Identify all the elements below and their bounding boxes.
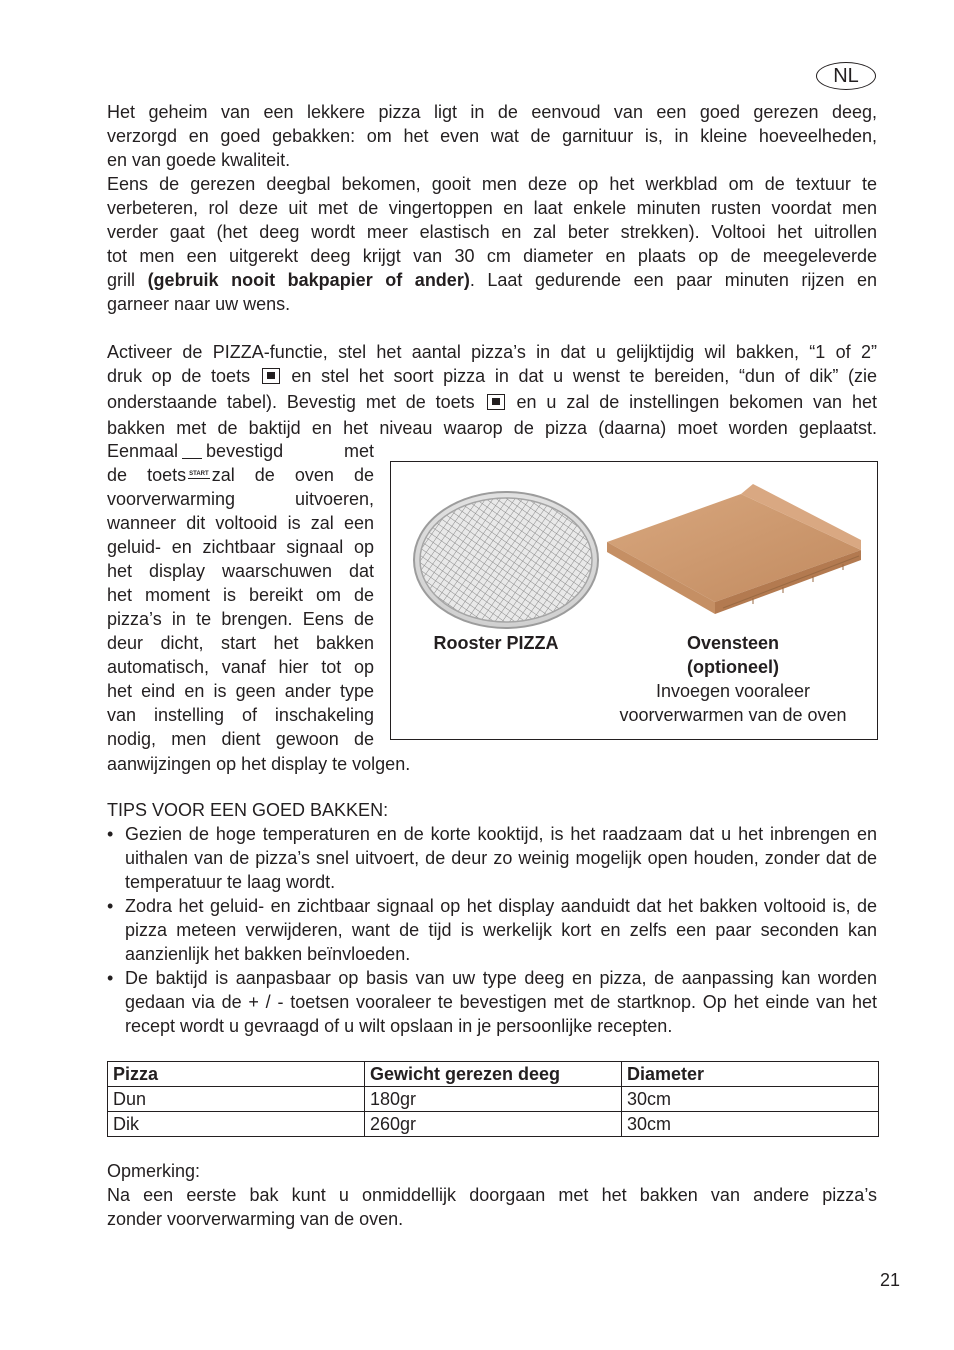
table-header-row bbox=[108, 1062, 879, 1087]
note-section bbox=[107, 1159, 877, 1231]
text-line: verbeteren, rol deze uit met de vingertoppen en laat enkele minuten rusten voordat men bbox=[107, 198, 877, 218]
bold-warning: (gebruik nooit bakpapier of ander) bbox=[147, 270, 470, 290]
wrap-column bbox=[107, 439, 374, 751]
text-line: verzorgd en goed gebakken: om het even wat de garnituur is, in kleine hoeveelheden, bbox=[107, 126, 877, 146]
stone-optional-label: (optioneel) bbox=[687, 657, 779, 677]
bullet-icon: • bbox=[107, 896, 114, 916]
text-line: voorverwarming uitvoeren, bbox=[107, 489, 374, 509]
list-item-text: Zodra het geluid- en zichtbaar signaal op het display aanduidt dat het bakken voltooid is, de pizza meteen verwijderen, want de tijd is werkelijk kort en zelfs een paar seconden kan aanzienlijk het bakken beïnvloeden. bbox=[125, 896, 877, 964]
table-row bbox=[108, 1112, 879, 1137]
language-badge: NL bbox=[816, 62, 876, 90]
table-cell: 30cm bbox=[622, 1112, 879, 1137]
text-line: wanneer dit voltooid is zal een bbox=[107, 513, 374, 533]
text-line: Activeer de PIZZA-functie, stel het aantal pizza’s in dat u gelijktijdig wil bakken, “1 of 2” bbox=[107, 342, 877, 362]
table-cell: 180gr bbox=[365, 1087, 622, 1112]
page-number: 21 bbox=[879, 1270, 900, 1290]
intro-paragraph-1 bbox=[107, 100, 877, 172]
tips-heading: TIPS VOOR EEN GOED BAKKEN: bbox=[107, 800, 389, 820]
text-line: het display waarschuwen dat bbox=[107, 561, 374, 581]
baking-stone-image bbox=[603, 480, 863, 620]
text-line: zonder voorverwarming van de oven. bbox=[107, 1209, 404, 1229]
text-run: en stel het soort pizza in dat u wenst te bereiden, “dun of dik” (zie bbox=[291, 366, 877, 386]
select-key-icon bbox=[262, 368, 280, 384]
text-line: en van goede kwaliteit. bbox=[107, 150, 291, 170]
text-line bbox=[107, 463, 374, 487]
table-cell: 260gr bbox=[365, 1112, 622, 1137]
text-run: onderstaande tabel). Bevestig met de toets bbox=[107, 392, 475, 412]
bullet-icon: • bbox=[107, 824, 114, 844]
table-cell: Dik bbox=[108, 1112, 365, 1137]
table-cell: 30cm bbox=[622, 1087, 879, 1112]
text-run: de toets bbox=[107, 465, 187, 485]
confirm-key-icon bbox=[487, 394, 505, 410]
text-line bbox=[107, 439, 374, 463]
text-line: pizza’s in te brengen. Eens de bbox=[107, 609, 374, 629]
pizza-table bbox=[107, 1061, 879, 1137]
intro-paragraph-2 bbox=[107, 172, 877, 316]
text-run: druk op de toets bbox=[107, 366, 251, 386]
text-line: garneer naar uw wens. bbox=[107, 294, 291, 314]
column-header: Gewicht gerezen deeg bbox=[365, 1062, 622, 1087]
tips-section bbox=[107, 798, 877, 1038]
text-line bbox=[107, 268, 877, 292]
table-cell: Dun bbox=[108, 1087, 365, 1112]
text-run: grill bbox=[107, 270, 148, 290]
blank-icon bbox=[182, 444, 202, 459]
text-line bbox=[107, 390, 877, 416]
list-item bbox=[107, 894, 877, 966]
list-item-text: De baktijd is aanpasbaar op basis van uw type deeg en pizza, de aanpassing kan worden gedaan via de + / - toetsen vooraleer te bevestigen met de startknop. Op het einde van het recept wordt u gevraagd of u wilt opslaan in je persoonlijke recepten. bbox=[125, 968, 877, 1036]
text-line: bakken met de baktijd en het niveau waarop de pizza (daarna) moet worden geplaatst. bbox=[107, 418, 877, 438]
text-line: tot men een uitgerekt deeg krijgt van 30 cm diameter en plaats op de meegeleverde bbox=[107, 246, 877, 266]
text-line: van instelling of inschakeling bbox=[107, 705, 374, 725]
column-header: Pizza bbox=[108, 1062, 365, 1087]
pizza-rack-image bbox=[411, 490, 601, 630]
stone-note: voorverwarmen van de oven bbox=[619, 705, 847, 725]
list-item bbox=[107, 822, 877, 894]
text-line: het eind en is geen ander type bbox=[107, 681, 374, 701]
activate-paragraph bbox=[107, 340, 877, 440]
stone-labels bbox=[591, 631, 875, 727]
bullet-icon: • bbox=[107, 968, 114, 988]
table-row bbox=[108, 1087, 879, 1112]
text-line: nodig, men dient gewoon de bbox=[107, 729, 374, 749]
text-line: Eens de gerezen deegbal bekomen, gooit men deze op het werkblad om de textuur te bbox=[107, 174, 877, 194]
text-line: het moment is bereikt om de bbox=[107, 585, 374, 605]
text-line: automatisch, vanaf hier tot op bbox=[107, 657, 374, 677]
text-run: Eenmaal bbox=[107, 441, 179, 461]
accessories-figure bbox=[390, 461, 878, 740]
start-key-icon: START bbox=[189, 471, 209, 477]
wrap-tail: aanwijzingen op het display te volgen. bbox=[107, 754, 411, 774]
stone-note: Invoegen vooraleer bbox=[655, 681, 811, 701]
text-run: en u zal de instellingen bekomen van het bbox=[516, 392, 877, 412]
text-line: Na een eerste bak kunt u onmiddellijk doorgaan met het bakken van andere pizza’s bbox=[107, 1185, 877, 1205]
text-line: deur dicht, start het bakken bbox=[107, 633, 374, 653]
list-item bbox=[107, 966, 877, 1038]
text-run: bevestigd met bbox=[206, 441, 374, 461]
note-title: Opmerking: bbox=[107, 1161, 201, 1181]
stone-label: Ovensteen bbox=[686, 633, 780, 653]
text-line: verder gaat (het deeg wordt meer elastisch en zal beter strekken). Voltooi het uitrollen bbox=[107, 222, 877, 242]
column-header: Diameter bbox=[622, 1062, 879, 1087]
list-item-text: Gezien de hoge temperaturen en de korte kooktijd, is het raadzaam dat u het inbrengen en uithalen van de pizza’s snel uitvoert, de deur zo weinig mogelijk open houden, zonder dat de temperatuur te laag wordt. bbox=[125, 824, 877, 892]
text-run: . Laat gedurende een paar minuten rijzen en bbox=[469, 270, 877, 290]
text-line bbox=[107, 364, 877, 390]
text-line: Het geheim van een lekkere pizza ligt in de eenvoud van een goed gerezen deeg, bbox=[107, 102, 877, 122]
rack-label: Rooster PIZZA bbox=[433, 633, 559, 653]
text-run: zal de oven de bbox=[211, 465, 374, 485]
text-line: geluid- en zichtbaar signaal op bbox=[107, 537, 374, 557]
